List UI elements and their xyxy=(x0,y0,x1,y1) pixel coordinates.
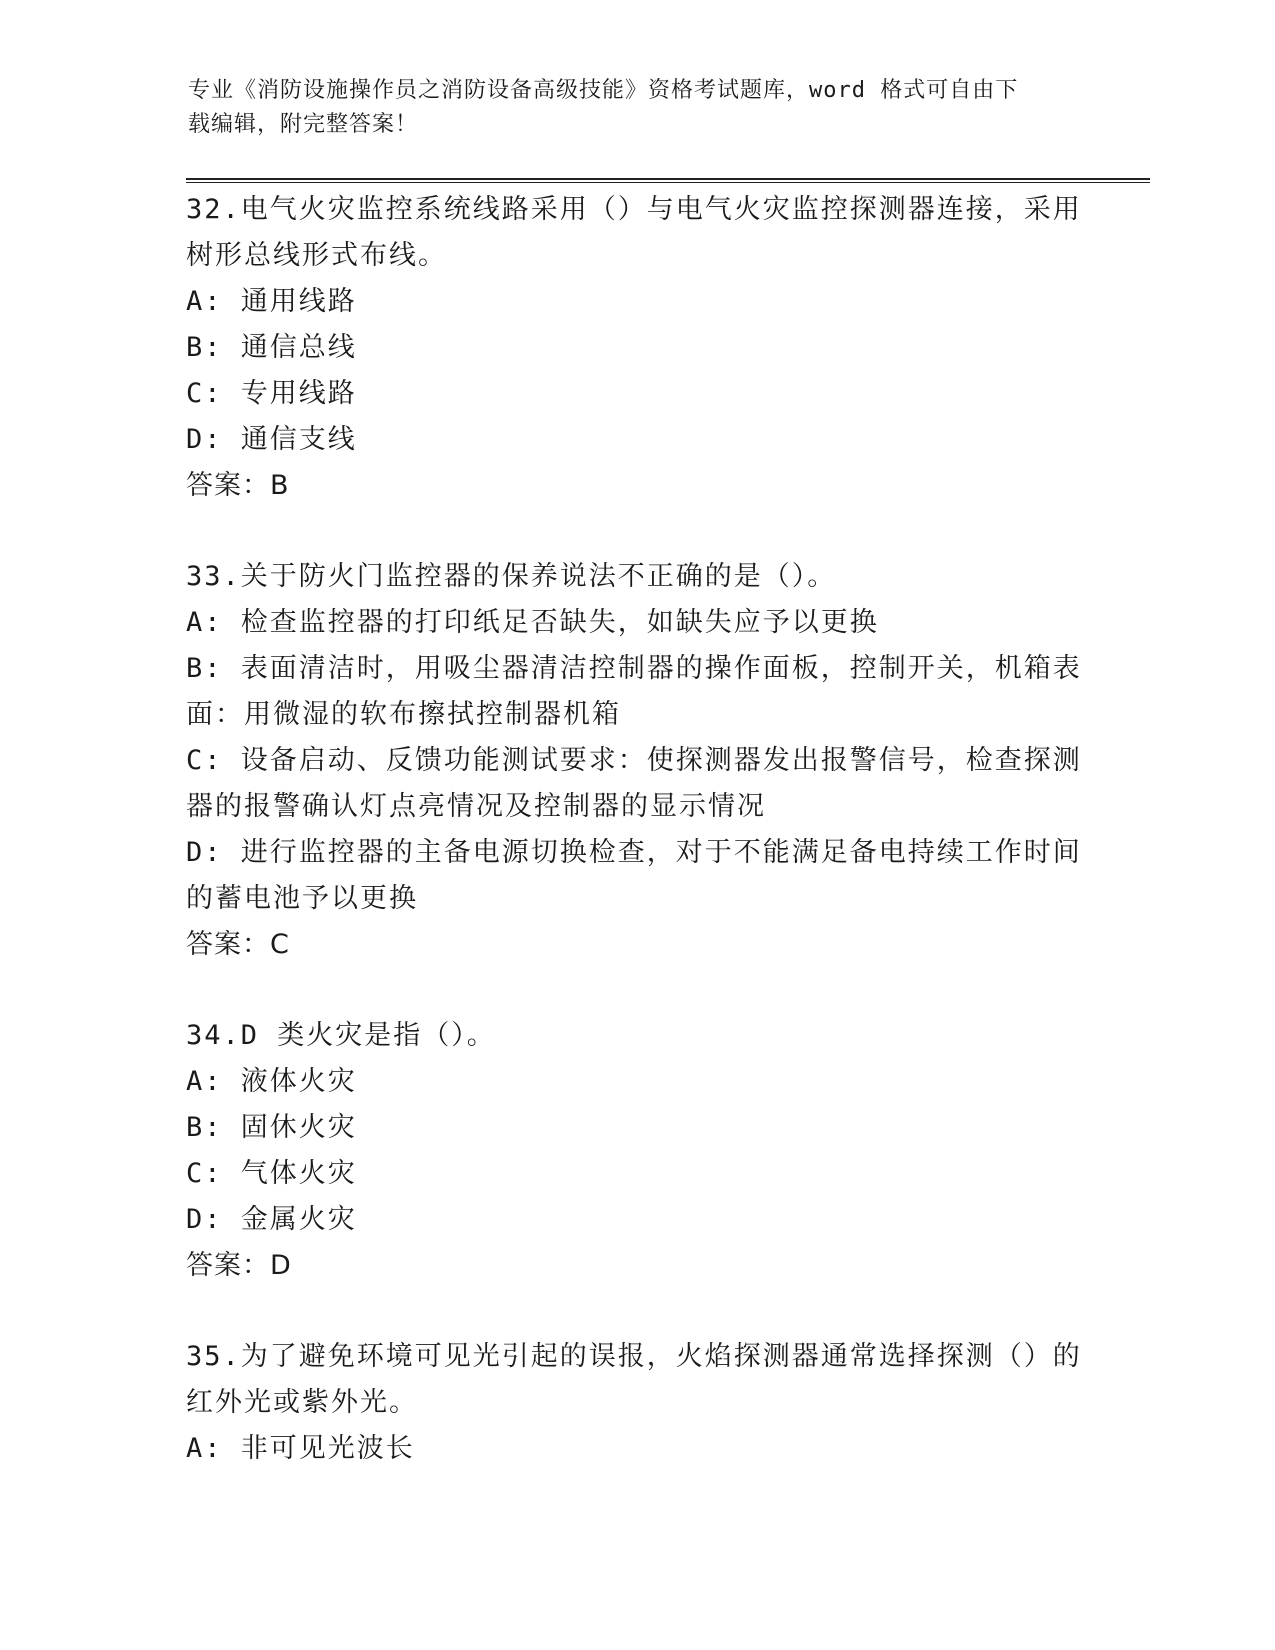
option-c: C: 专用线路 xyxy=(186,378,357,409)
question-stem: 32.电气火灾监控系统线路采用（）与电气火灾监控探测器连接，采用树形总线形式布线。 xyxy=(186,194,1082,271)
question-33 xyxy=(186,554,1086,968)
question-35 xyxy=(186,1334,1086,1472)
question-stem: 34.D 类火灾是指（）。 xyxy=(186,1020,496,1051)
option-b: B: 表面清洁时，用吸尘器清洁控制器的操作面板，控制开关，机箱表面：用微湿的软布擦拭控制器机箱 xyxy=(186,653,1082,730)
question-34 xyxy=(186,1013,1086,1289)
header-divider xyxy=(186,178,1150,183)
option-d: D: 进行监控器的主备电源切换检查，对于不能满足备电持续工作时间的蓄电池予以更换 xyxy=(186,837,1082,914)
option-c: C: 气体火灾 xyxy=(186,1158,357,1189)
option-c: C: 设备启动、反馈功能测试要求：使探测器发出报警信号，检查探测器的报警确认灯点亮情况及控制器的显示情况 xyxy=(186,745,1082,822)
option-a: A: 检查监控器的打印纸足否缺失，如缺失应予以更换 xyxy=(186,607,879,638)
question-stem: 33.关于防火门监控器的保养说法不正确的是（）。 xyxy=(186,561,837,592)
answer-line: 答案：C xyxy=(186,929,290,960)
question-stem: 35.为了避免环境可见光引起的误报，火焰探测器通常选择探测（）的红外光或紫外光。 xyxy=(186,1341,1082,1418)
answer-line: 答案：B xyxy=(186,470,290,501)
option-d: D: 金属火灾 xyxy=(186,1204,357,1235)
question-32 xyxy=(186,187,1086,509)
document-header xyxy=(188,74,1088,142)
header-line-1: 专业《消防设施操作员之消防设备高级技能》资格考试题库，word 格式可自由下 xyxy=(188,78,1019,103)
option-a: A: 非可见光波长 xyxy=(186,1433,415,1464)
question-list xyxy=(186,187,1086,1472)
option-d: D: 通信支线 xyxy=(186,424,357,455)
option-a: A: 通用线路 xyxy=(186,286,357,317)
option-b: B: 固休火灾 xyxy=(186,1112,357,1143)
answer-line: 答案：D xyxy=(186,1250,292,1281)
header-line-2: 载编辑，附完整答案！ xyxy=(188,112,419,137)
option-b: B: 通信总线 xyxy=(186,332,357,363)
option-a: A: 液体火灾 xyxy=(186,1066,357,1097)
